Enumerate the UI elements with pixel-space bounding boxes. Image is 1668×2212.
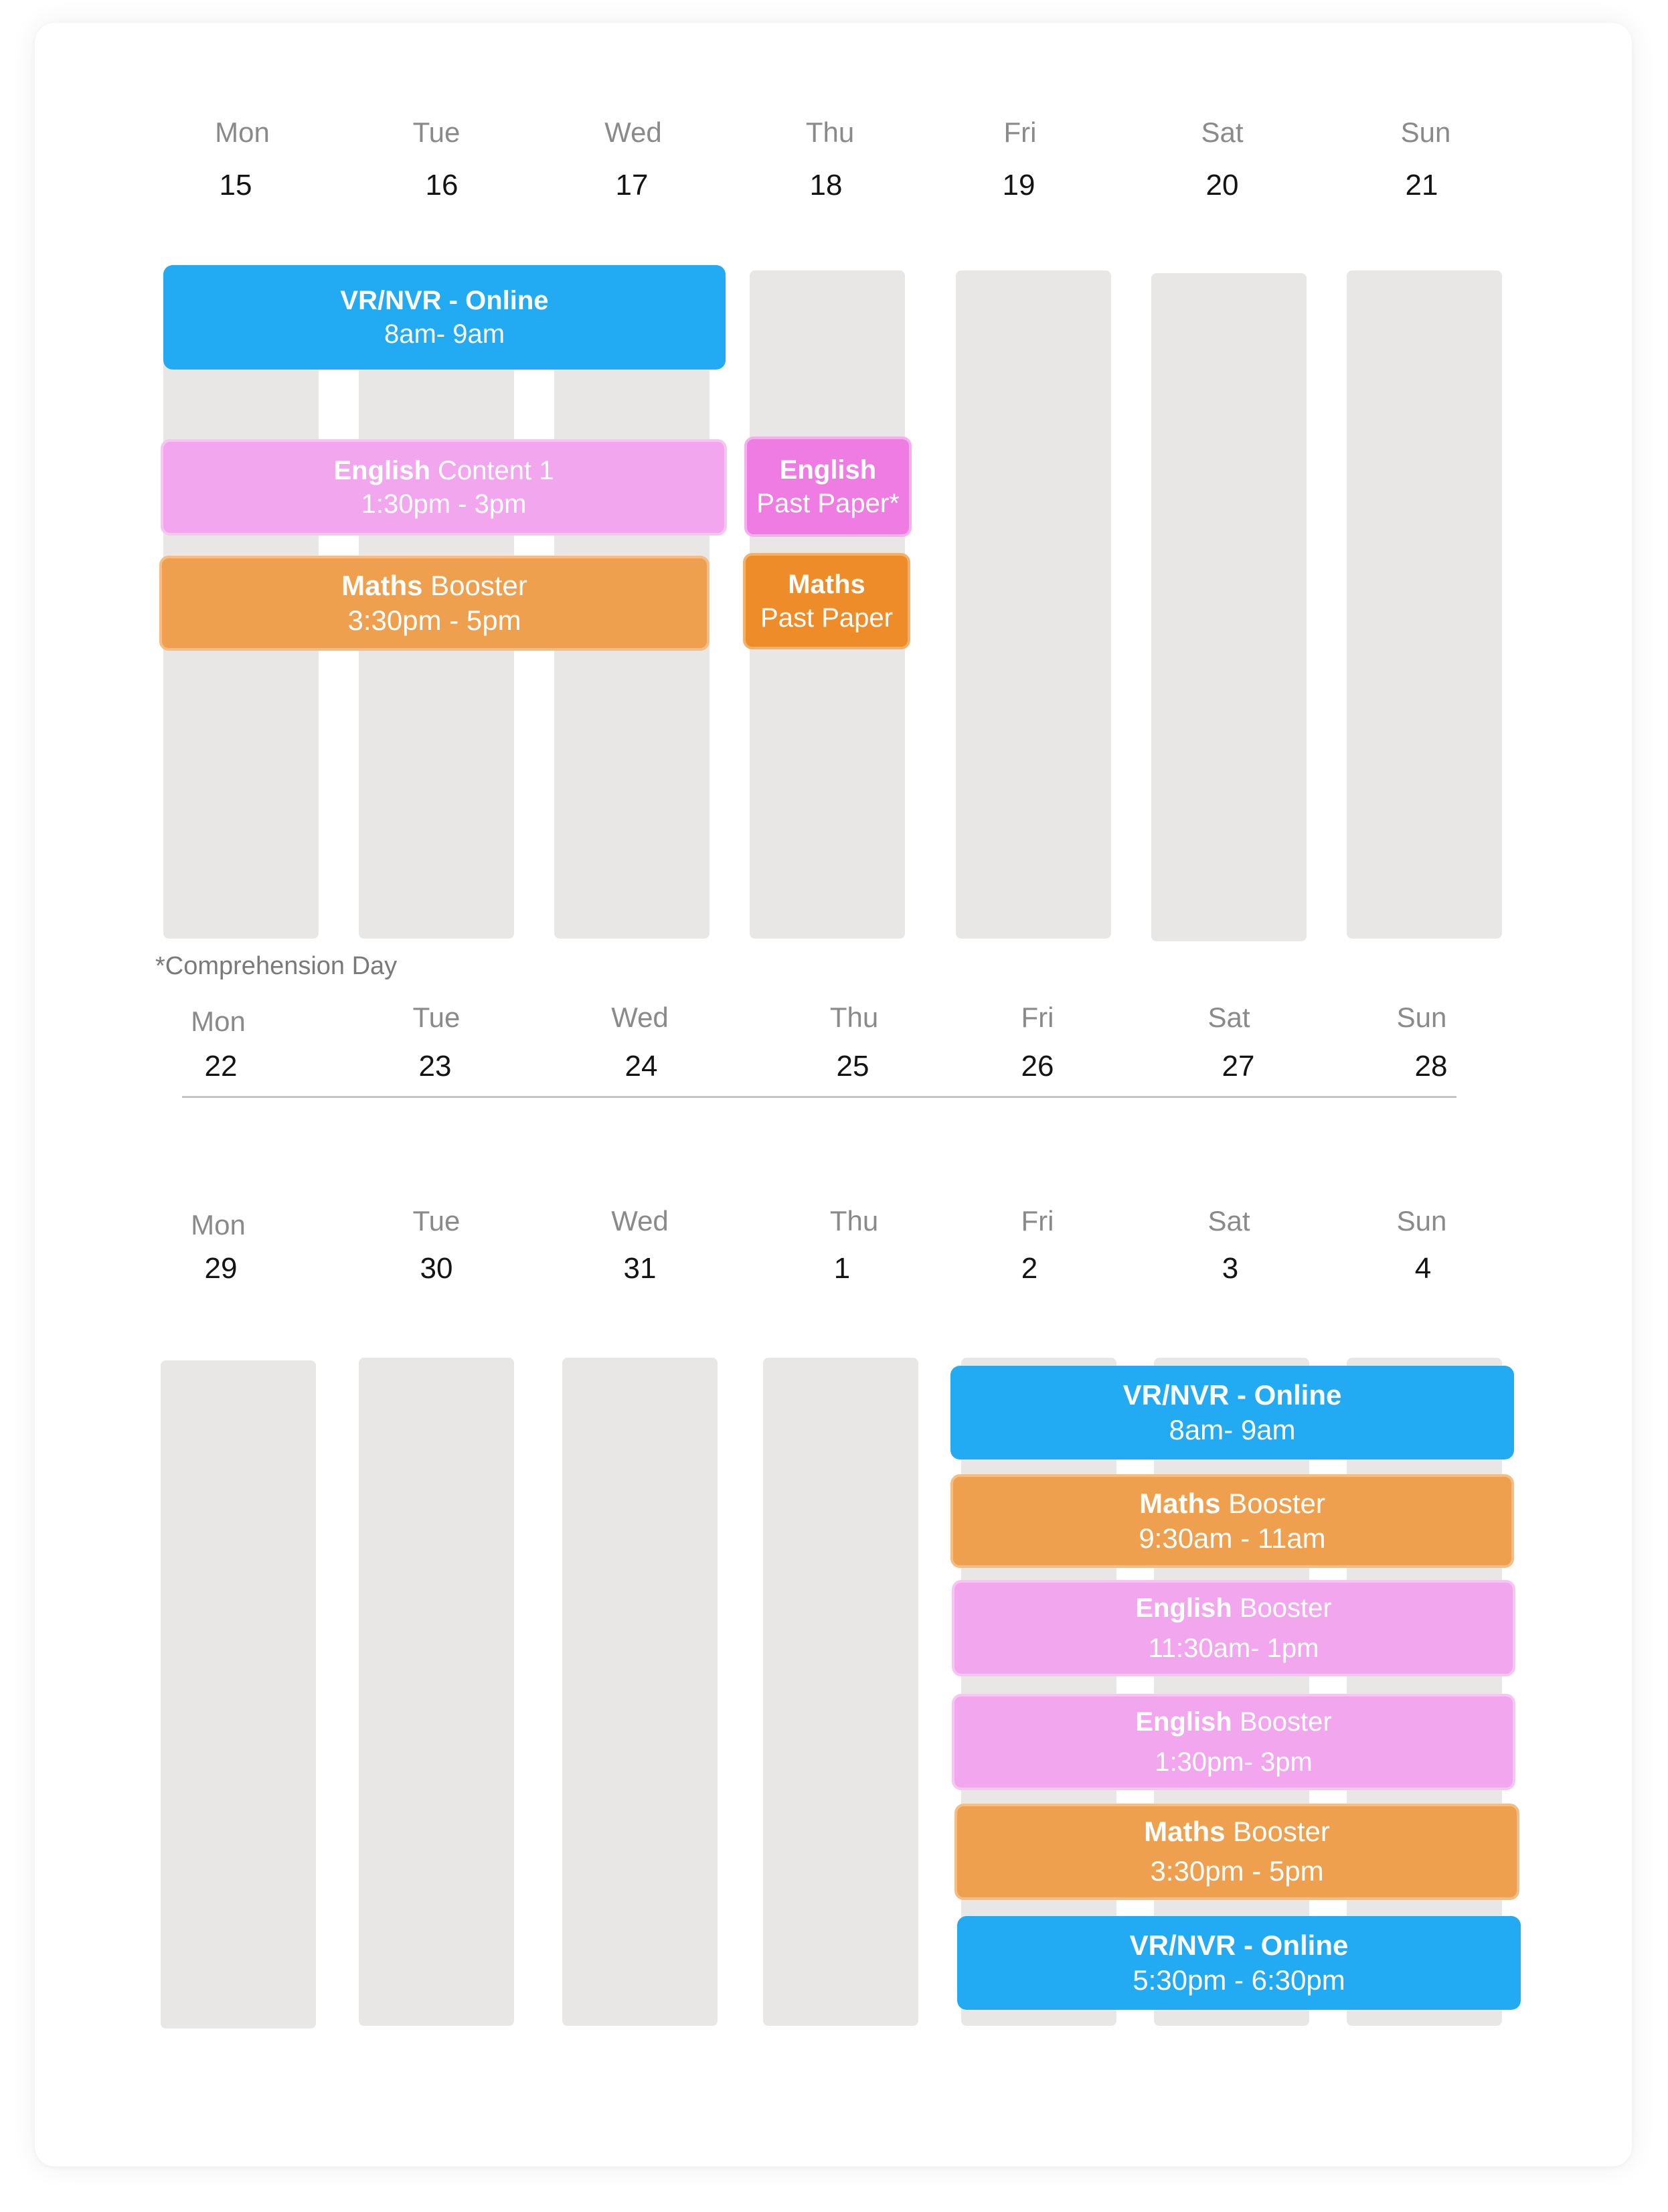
day-number[interactable]: 3	[1222, 1252, 1239, 1285]
day-number[interactable]: 28	[1414, 1050, 1448, 1083]
day-number[interactable]: 15	[219, 169, 252, 202]
event-title: VR/NVR - Online	[340, 286, 549, 315]
event-vr-nvr-online[interactable]	[957, 1916, 1521, 2010]
day-name: Mon	[215, 116, 270, 148]
day-name: Sun	[1396, 1205, 1447, 1237]
day-name: Thu	[829, 1205, 879, 1237]
day-number[interactable]: 25	[836, 1050, 869, 1083]
day-name: Thu	[829, 1002, 879, 1033]
event-subject: Maths	[788, 570, 865, 599]
day-name: Mon	[191, 1006, 246, 1037]
day-column[interactable]	[562, 1358, 718, 2026]
day-number[interactable]: 30	[420, 1252, 453, 1285]
day-number[interactable]: 16	[425, 169, 458, 202]
day-name: Tue	[412, 1002, 461, 1033]
day-number[interactable]: 24	[624, 1050, 658, 1083]
footnote: *Comprehension Day	[155, 952, 398, 980]
day-name: Fri	[1021, 1002, 1054, 1033]
event-title: English Booster	[1135, 1707, 1332, 1737]
day-number[interactable]: 22	[204, 1050, 238, 1083]
day-number[interactable]: 21	[1405, 169, 1438, 202]
event-title: English Booster	[1135, 1593, 1332, 1623]
event-maths-booster[interactable]	[950, 1474, 1514, 1568]
event-time: 8am- 9am	[1169, 1414, 1296, 1445]
event-title: Past Paper*	[756, 489, 900, 518]
day-number[interactable]: 19	[1002, 169, 1035, 202]
day-number[interactable]: 17	[615, 169, 649, 202]
day-number[interactable]: 27	[1222, 1050, 1255, 1083]
day-name: Sat	[1207, 1002, 1250, 1033]
day-column[interactable]	[1347, 270, 1502, 939]
day-name: Thu	[805, 116, 855, 148]
day-column[interactable]	[1151, 273, 1307, 941]
event-maths-booster[interactable]	[159, 556, 710, 651]
day-name: Tue	[412, 116, 461, 148]
event-title: Past Paper	[760, 603, 893, 633]
day-name: Mon	[191, 1209, 246, 1241]
day-number[interactable]: 18	[809, 169, 843, 202]
event-title: Maths Booster	[1139, 1487, 1325, 1519]
day-number[interactable]: 29	[204, 1252, 238, 1285]
event-subject: English	[779, 455, 877, 485]
event-time: 1:30pm- 3pm	[1155, 1747, 1313, 1777]
day-name: Fri	[1003, 116, 1037, 148]
day-name: Sat	[1207, 1205, 1250, 1237]
event-english-past-paper[interactable]	[744, 437, 912, 537]
event-maths-booster[interactable]	[954, 1804, 1519, 1900]
event-title: VR/NVR - Online	[1129, 1929, 1349, 1961]
event-time: 11:30am- 1pm	[1148, 1634, 1319, 1663]
day-number[interactable]: 4	[1414, 1252, 1432, 1285]
day-number[interactable]: 20	[1205, 169, 1239, 202]
event-title: Maths Booster	[1144, 1816, 1330, 1848]
event-time: 8am- 9am	[384, 319, 505, 349]
event-english-booster[interactable]	[952, 1580, 1515, 1676]
event-time: 3:30pm - 5pm	[1150, 1855, 1324, 1887]
day-name: Sun	[1400, 116, 1451, 148]
day-name: Fri	[1021, 1205, 1054, 1237]
day-name: Sun	[1396, 1002, 1447, 1033]
event-english-booster[interactable]	[952, 1694, 1515, 1790]
event-title: VR/NVR - Online	[1122, 1378, 1342, 1411]
event-title: English Content 1	[333, 456, 554, 485]
day-number[interactable]: 31	[623, 1252, 657, 1285]
event-time: 1:30pm - 3pm	[361, 489, 527, 519]
day-column[interactable]	[161, 1360, 316, 2029]
event-title: Maths Booster	[341, 569, 527, 601]
event-english-content[interactable]	[161, 439, 727, 536]
day-column[interactable]	[359, 1358, 514, 2026]
event-time: 3:30pm - 5pm	[347, 605, 521, 636]
day-name: Wed	[611, 1205, 669, 1237]
event-vr-nvr-online[interactable]	[163, 265, 726, 370]
event-time: 9:30am - 11am	[1139, 1522, 1326, 1554]
day-name: Wed	[611, 1002, 669, 1033]
day-name: Sat	[1201, 116, 1244, 148]
day-number[interactable]: 1	[833, 1252, 851, 1285]
event-vr-nvr-online[interactable]	[950, 1366, 1514, 1459]
day-number[interactable]: 26	[1021, 1050, 1054, 1083]
day-name: Tue	[412, 1205, 461, 1237]
day-name: Wed	[604, 116, 662, 148]
day-number[interactable]: 23	[418, 1050, 452, 1083]
week-divider	[182, 1096, 1456, 1098]
event-maths-past-paper[interactable]	[743, 553, 910, 649]
event-time: 5:30pm - 6:30pm	[1133, 1964, 1345, 1996]
day-number[interactable]: 2	[1021, 1252, 1038, 1285]
day-column[interactable]	[763, 1358, 918, 2026]
day-column[interactable]	[956, 270, 1111, 939]
